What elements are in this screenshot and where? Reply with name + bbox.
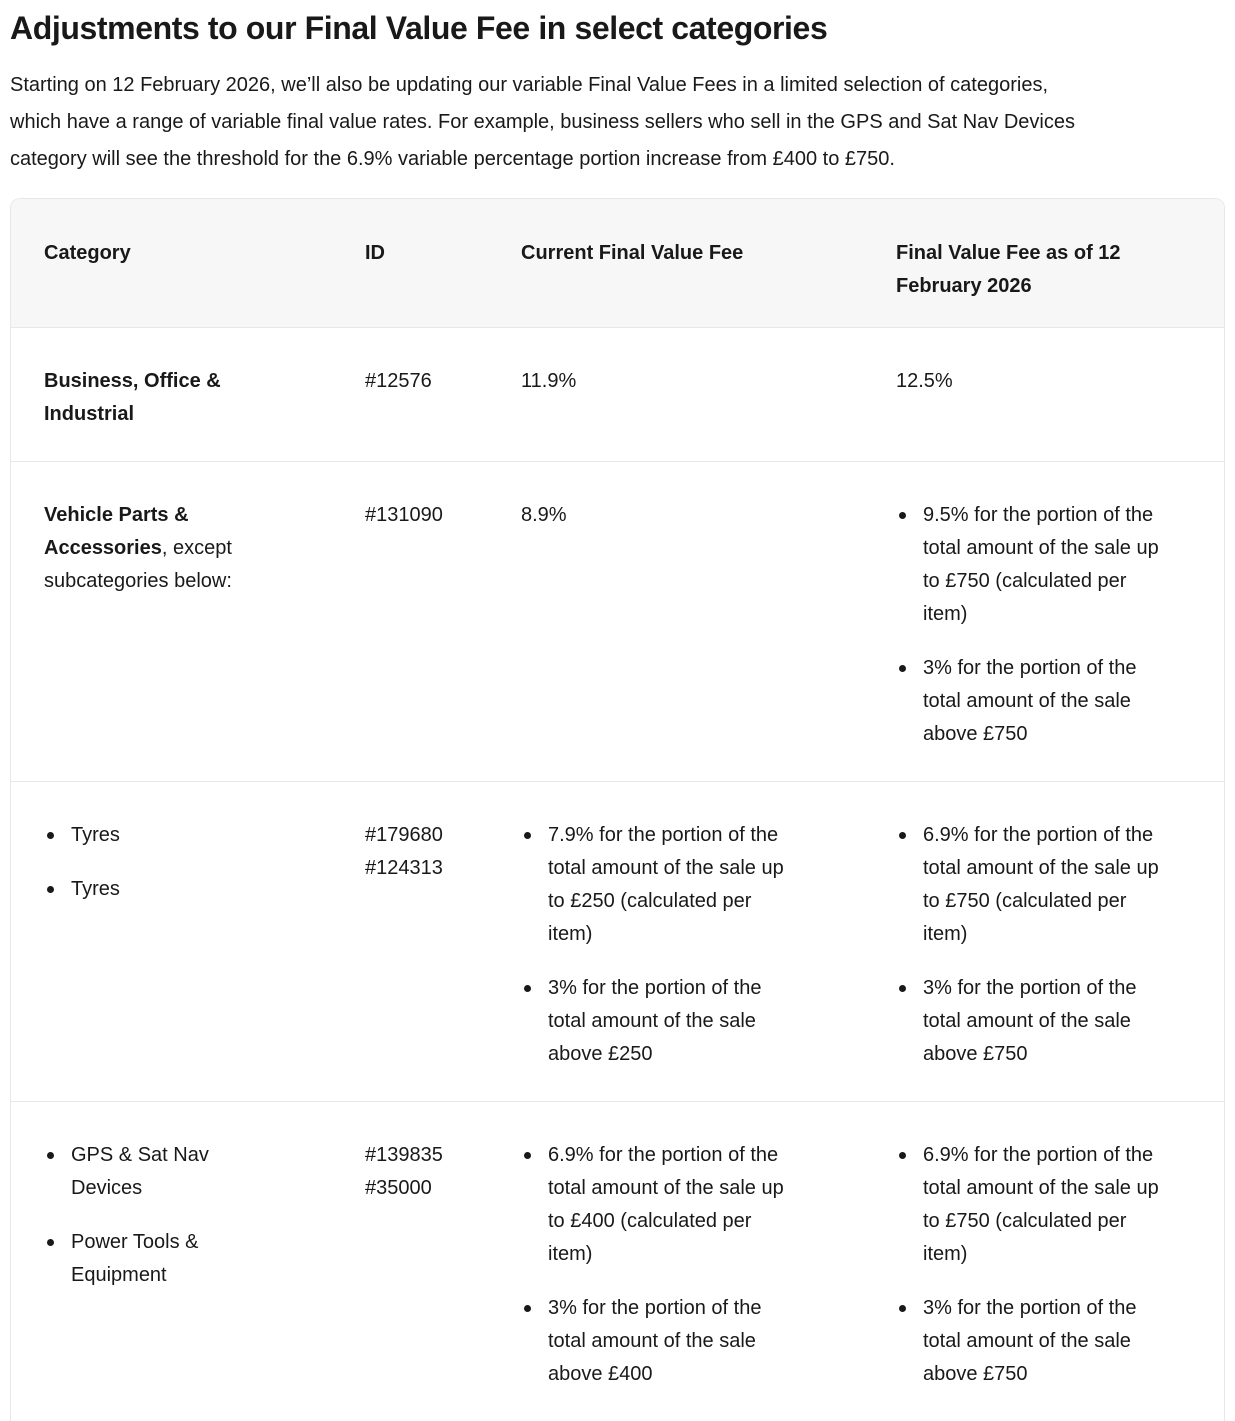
table-row-gps-power-tools <box>11 1102 1224 1421</box>
column-header-current-fee-label: Current Final Value Fee <box>521 237 872 270</box>
current-fee-value: 11.9% <box>521 365 872 398</box>
category-cell <box>11 782 365 1102</box>
column-header-new-fee-label: Final Value Fee as of 12 February 2026 <box>896 237 1146 303</box>
current-fee-value: 8.9% <box>521 499 872 532</box>
column-header-current-fee <box>521 199 896 328</box>
category-bullet: Tyres <box>44 819 214 852</box>
category-cell <box>11 1102 365 1421</box>
category-cell <box>11 462 365 782</box>
category-cell <box>11 328 365 462</box>
category-id: #131090 <box>365 499 497 532</box>
category-bullet: Power Tools & Equipment <box>44 1226 214 1292</box>
id-cell <box>365 328 521 462</box>
new-fee-bullet: 9.5% for the portion of the total amount of the sale up to £750 (calculated per item) <box>896 499 1214 631</box>
category-id: #139835 <box>365 1139 497 1172</box>
table-row-tyres <box>11 782 1224 1102</box>
current-fee-cell <box>521 462 896 782</box>
new-fee-bullet: 3% for the portion of the total amount of the sale above £750 <box>896 972 1214 1071</box>
current-fee-bullet: 3% for the portion of the total amount of the sale above £250 <box>521 972 872 1071</box>
new-fee-cell <box>896 462 1224 782</box>
current-fee-bullet: 3% for the portion of the total amount of the sale above £400 <box>521 1292 872 1391</box>
table-row-business-office-industrial <box>11 328 1224 462</box>
category-id: #179680 <box>365 819 497 852</box>
category-bullet: Tyres <box>44 873 214 906</box>
column-header-new-fee <box>896 199 1224 328</box>
new-fee-bullet: 6.9% for the portion of the total amount of the sale up to £750 (calculated per item) <box>896 819 1214 951</box>
new-fee-value: 12.5% <box>896 365 1214 398</box>
new-fee-cell <box>896 1102 1224 1421</box>
category-id: #12576 <box>365 365 497 398</box>
new-fee-cell <box>896 782 1224 1102</box>
column-header-id <box>365 199 521 328</box>
page-title: Adjustments to our Final Value Fee in select categories <box>10 10 1225 47</box>
id-cell <box>365 462 521 782</box>
column-header-category <box>11 199 365 328</box>
category-bullet: GPS & Sat Nav Devices <box>44 1139 214 1205</box>
category-name: Business, Office & Industrial <box>44 370 221 425</box>
new-fee-bullet: 3% for the portion of the total amount of the sale above £750 <box>896 652 1214 751</box>
current-fee-bullet: 6.9% for the portion of the total amount of the sale up to £400 (calculated per item) <box>521 1139 872 1271</box>
current-fee-cell <box>521 1102 896 1421</box>
new-fee-cell <box>896 328 1224 462</box>
category-id: #35000 <box>365 1172 497 1205</box>
id-cell <box>365 782 521 1102</box>
new-fee-bullet: 6.9% for the portion of the total amount of the sale up to £750 (calculated per item) <box>896 1139 1214 1271</box>
column-header-category-label: Category <box>44 237 341 270</box>
new-fee-bullet: 3% for the portion of the total amount of the sale above £750 <box>896 1292 1214 1391</box>
table-row-vehicle-parts-accessories <box>11 462 1224 782</box>
column-header-id-label: ID <box>365 237 497 270</box>
current-fee-cell <box>521 782 896 1102</box>
current-fee-bullet: 7.9% for the portion of the total amount of the sale up to £250 (calculated per item) <box>521 819 872 951</box>
header-row <box>11 199 1224 328</box>
category-id: #124313 <box>365 852 497 885</box>
intro-paragraph: Starting on 12 February 2026, we’ll also be updating our variable Final Value Fees in a limited selection of categories, which have a range of variable final value rates. For example, business sellers who sell in the GPS and Sat Nav Devices category will see the threshold for the 6.9% variable percentage portion increase from £400 to £750. <box>10 67 1102 178</box>
current-fee-cell <box>521 328 896 462</box>
fees-table-grid <box>11 199 1224 1421</box>
category-name-suffix: , except subcategories below: <box>44 537 232 592</box>
id-cell <box>365 1102 521 1421</box>
fees-table <box>10 198 1225 1421</box>
category-name: Vehicle Parts & Accessories <box>44 504 189 559</box>
